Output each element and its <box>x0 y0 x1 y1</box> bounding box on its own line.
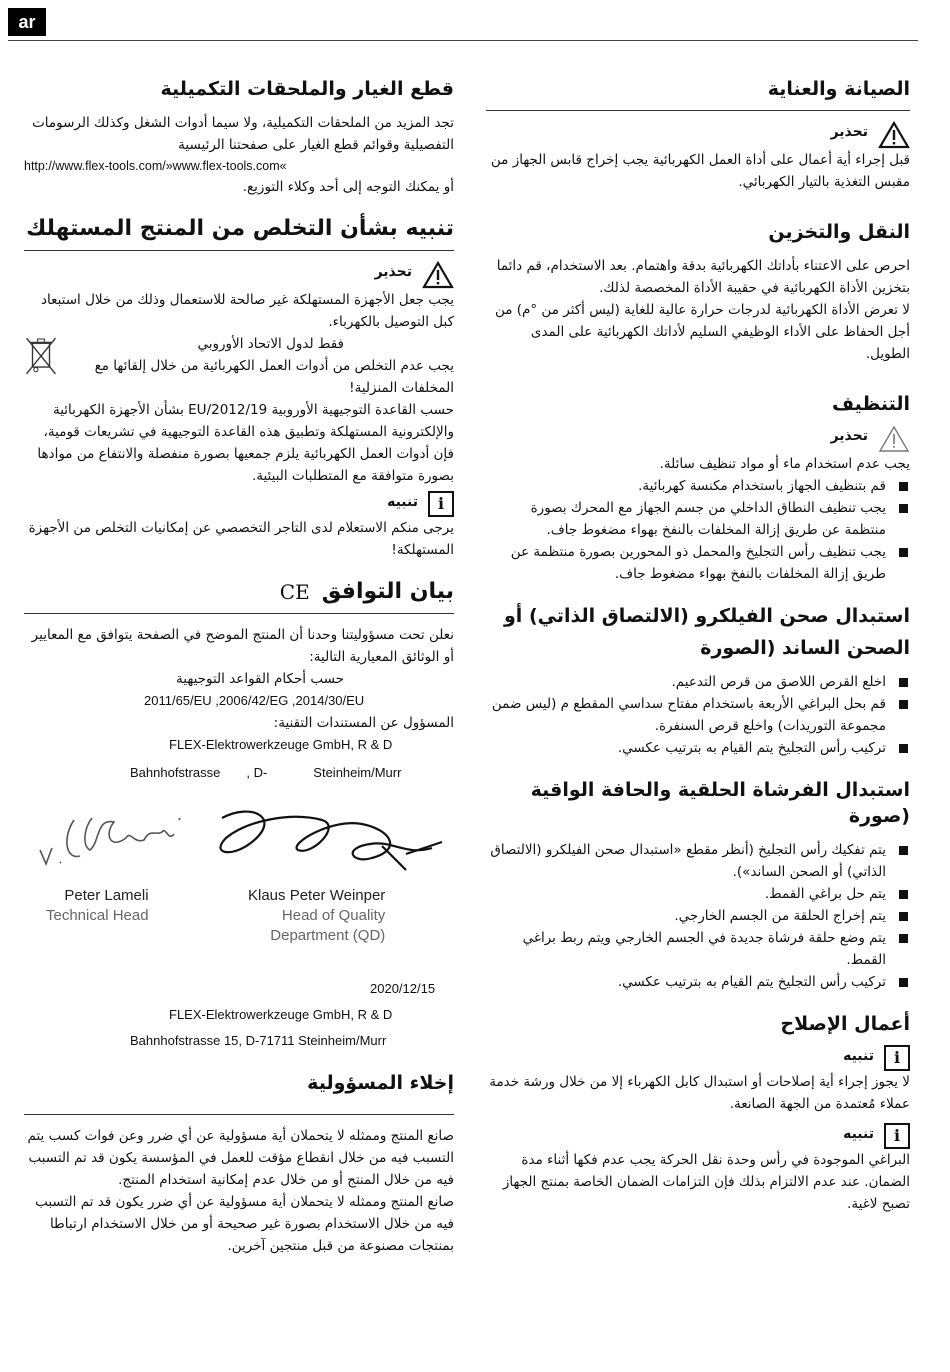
right-column <box>486 76 910 1215</box>
eu-disposal-block <box>24 333 454 399</box>
note-label: تنبيه <box>843 1126 874 1142</box>
cleaning-title: التنظيف <box>831 393 910 415</box>
liability-title: إخلاء المسؤولية <box>307 1072 454 1094</box>
repair-note-2-text: البراغي الموجودة في رأس وحدة نقل الحركة يجب عدم فكها أثناء مدة الضمان. عند عدم الالتزام بذلك فإن التزامات الضمان الخاصة بمنتج الجهاز تصبح لاغية. <box>502 1152 910 1212</box>
signer-2-title: Head of Quality <box>281 907 386 924</box>
list-item: يجب تنظيف رأس التجليخ والمحمل ذو المحورين بصورة منتظمة عن طريق إزالة المخلفات بالنفخ بهواء مضغوط جاف. <box>486 541 910 585</box>
signer-1-title: Technical Head <box>46 907 149 924</box>
cleaning-list <box>486 475 910 585</box>
section-rule <box>486 110 910 111</box>
language-tab: ar <box>8 8 46 36</box>
note-label: تنبيه <box>387 494 418 510</box>
signer-2-name: Klaus Peter Weinper <box>248 887 386 904</box>
city: Steinheim/Murr <box>313 765 402 780</box>
company-address-2: Bahnhofstrasse 15, D-71711 Steinheim/Murr <box>130 1033 387 1048</box>
list-item: اخلع القرص اللاصق من قرص التدعيم. <box>486 671 910 693</box>
signer-2 <box>248 886 385 946</box>
spare-parts-text-end: أو يمكنك التوجه إلى أحد وكلاء التوزيع. <box>242 179 454 195</box>
maintenance-title: الصيانة والعناية <box>767 78 910 100</box>
repair-note-1 <box>486 1045 910 1071</box>
replace-brush-list <box>486 839 910 993</box>
replace-pad-title: استبدال صحن الفيلكرو (الالتصاق الذاتي) أو <box>504 605 910 627</box>
cleaning-intro: يجب عدم استخدام ماء أو مواد تنظيف سائلة. <box>659 456 910 472</box>
disposal-warning-text: يجب جعل الأجهزة المستهلكة غير صالحة للاستعمال وذلك من خلال استبعاد كبل التوصيل بالكهرباء. <box>40 292 454 330</box>
list-item: يتم حل براغي القمط. <box>486 883 910 905</box>
top-rule <box>8 40 918 41</box>
cleaning-warning <box>486 425 910 453</box>
info-icon: i <box>884 1123 910 1149</box>
street: Bahnhofstrasse <box>130 765 221 780</box>
warning-triangle-icon <box>422 261 454 289</box>
list-item: تركيب رأس التجليخ يتم القيام به بترتيب عكسي. <box>486 971 910 993</box>
spare-parts-url[interactable]: http://www.flex-tools.com/»www.flex-tools.com« <box>24 159 287 173</box>
section-rule <box>24 613 454 614</box>
list-item: تركيب رأس التجليخ يتم القيام به بترتيب عكسي. <box>486 737 910 759</box>
list-item: يتم وضع حلقة فرشاة جديدة في الجسم الخارجي ويتم ربط براغي القمط. <box>486 927 910 971</box>
company-name-2: FLEX-Elektrowerkzeuge GmbH, R & D <box>169 1007 393 1022</box>
liability-paragraph-2: صانع المنتج وممثله لا يتحملان أية مسؤولية عن أي ضرر يكون قد تم التسبب فيه من خلال الاستخدام بصورة غير صحيحة أو من خلال الاستخدام ارتباطا بمنتجات مصنوعة من قبل منتجين آخرين. <box>35 1194 454 1254</box>
repair-title: أعمال الإصلاح <box>780 1013 910 1035</box>
company-name: FLEX-Elektrowerkzeuge GmbH, R & D <box>169 737 393 752</box>
technical-docs-label: المسؤول عن المستندات التقنية: <box>273 715 454 731</box>
warning-triangle-icon <box>878 425 910 453</box>
info-icon: i <box>428 491 454 517</box>
signature-lameli <box>34 798 194 868</box>
signature-area <box>24 798 454 948</box>
info-icon: i <box>884 1045 910 1071</box>
list-item: قم بتنظيف الجهاز باستخدام مكنسة كهربائية. <box>486 475 910 497</box>
conformity-directives-label: حسب أحكام القواعد التوجيهية <box>176 671 344 687</box>
section-rule <box>24 1114 454 1115</box>
repair-note-2 <box>486 1123 910 1149</box>
replace-pad-list <box>486 671 910 759</box>
disposal-title: تنبيه بشأن التخلص من المنتج المستهلك <box>26 216 454 241</box>
conformity-heading <box>24 579 454 605</box>
company-address <box>24 762 454 784</box>
list-item: يتم إخراج الحلقة من الجسم الخارجي. <box>486 905 910 927</box>
signer-2-department: Department (QD) <box>270 927 386 944</box>
replace-brush-title: استبدال الفرشاة الحلقية والحافة الواقية (صورة <box>530 779 910 827</box>
disposal-note <box>24 491 454 517</box>
transport-temperature-paragraph: لا تعرض الأداة الكهربائية لدرجات حرارة عالية للغاية (ليس أكثر من °م) من أجل الحفاظ على الأداء الوظيفي السليم لأداتك الكهربائية على المدى الطويل. <box>494 302 910 362</box>
signature-date: 2020/12/15 <box>370 981 436 996</box>
maintenance-warning <box>486 121 910 149</box>
warning-label: تحذير <box>830 124 868 140</box>
transport-paragraph: احرص على الاعتناء بأداتك الكهربائية بدقة واهتمام. بعد الاستخدام، قم دائما بتخزين الأداة الكهربائية في حقيبة الأداة المخصصة لذلك. <box>496 258 910 296</box>
note-label: تنبيه <box>843 1048 874 1064</box>
signer-1 <box>46 886 149 926</box>
eu-label: فقط لدول الاتحاد الأوروبي <box>197 336 344 352</box>
conformity-title: بيان التوافق <box>321 579 454 604</box>
warning-triangle-icon <box>878 121 910 149</box>
disposal-warning <box>24 261 454 289</box>
conformity-statement: نعلن تحت مسؤوليتنا وحدنا أن المنتج الموضح في الصفحة يتوافق مع المعايير أو الوثائق المعيارية التالية: <box>31 627 454 665</box>
transport-title: النقل والتخزين <box>768 221 910 243</box>
eu-text: يجب عدم التخلص من أدوات العمل الكهربائية من خلال إلقائها مع المخلفات المنزلية! <box>94 358 454 396</box>
liability-paragraph-1: صانع المنتج وممثله لا يتحملان أية مسؤولية عن أي ضرر وعن فوات كسب يتم التسبب فيه من خلال انقطاع مؤقت للعمل في المؤسسة يكون قد تم التسبب فيه من خلال المنتج أو من خلال عدم إمكانية استخدام المنتج. <box>27 1128 454 1188</box>
crossed-bin-icon <box>24 333 58 379</box>
repair-note-1-text: لا يجوز إجراء أية إصلاحات أو استبدال كابل الكهرباء إلا من خلال ورشة خدمة عملاء مُعتمدة من الجهة الصانعة. <box>489 1074 910 1112</box>
replace-pad-title-line2: الصحن الساند (الصورة <box>700 637 910 659</box>
signer-1-name: Peter Lameli <box>64 887 149 904</box>
conformity-directives: 2011/65/EU ,2006/42/EG ,2014/30/EU <box>144 693 365 708</box>
spare-parts-title: قطع الغيار والملحقات التكميلية <box>160 78 454 100</box>
section-rule <box>24 250 454 251</box>
list-item: يتم تفكيك رأس التجليخ (أنظر مقطع «استبدال صحن الفيلكرو (الالتصاق الذاتي) أو الصحن الساند»). <box>486 839 910 883</box>
disposal-note-text: يرجى منكم الاستعلام لدى التاجر التخصصي عن إمكانيات التخلص من الأجهزة المستهلكة! <box>28 520 454 558</box>
ce-mark-icon: CE <box>279 580 310 604</box>
left-column <box>24 76 454 1257</box>
postcode-prefix: , D- <box>246 765 268 780</box>
directive-text: حسب القاعدة التوجيهية الأوروبية 2012/19/EU بشأن الأجهزة الكهربائية والإلكترونية المستهلكة وتطبيق هذه القاعدة التوجيهية في تشريعات قومية، فإن أدوات العمل الكهربائية يلزم جمعيها بصورة منفصلة والانتفاع من موادها بصورة متوافقة مع المتطلبات البيئية. <box>37 402 454 484</box>
spare-parts-text: تجد المزيد من الملحقات التكميلية، ولا سيما أدوات الشغل وكذلك الرسومات التفصيلية وقوائم قطع الغيار على صفحتنا الرئيسية <box>32 115 454 153</box>
list-item: قم بحل البراغي الأربعة باستخدام مفتاح سداسي المقطع م (ليس ضمن مجموعة التوريدات) واخلع قرص السنفرة. <box>486 693 910 737</box>
signature-weinper <box>192 798 452 878</box>
warning-label: تحذير <box>830 428 868 444</box>
list-item: يجب تنظيف النطاق الداخلي من جسم الجهاز مع المحرك بصورة منتظمة عن طريق إزالة المخلفات بالنفخ بهواء مضغوط جاف. <box>486 497 910 541</box>
maintenance-warning-text: قبل إجراء أية أعمال على أداة العمل الكهربائية يجب إخراج قابس الجهاز من مقبس التغذية بالتيار الكهربائي. <box>490 152 910 190</box>
warning-label: تحذير <box>374 264 412 280</box>
